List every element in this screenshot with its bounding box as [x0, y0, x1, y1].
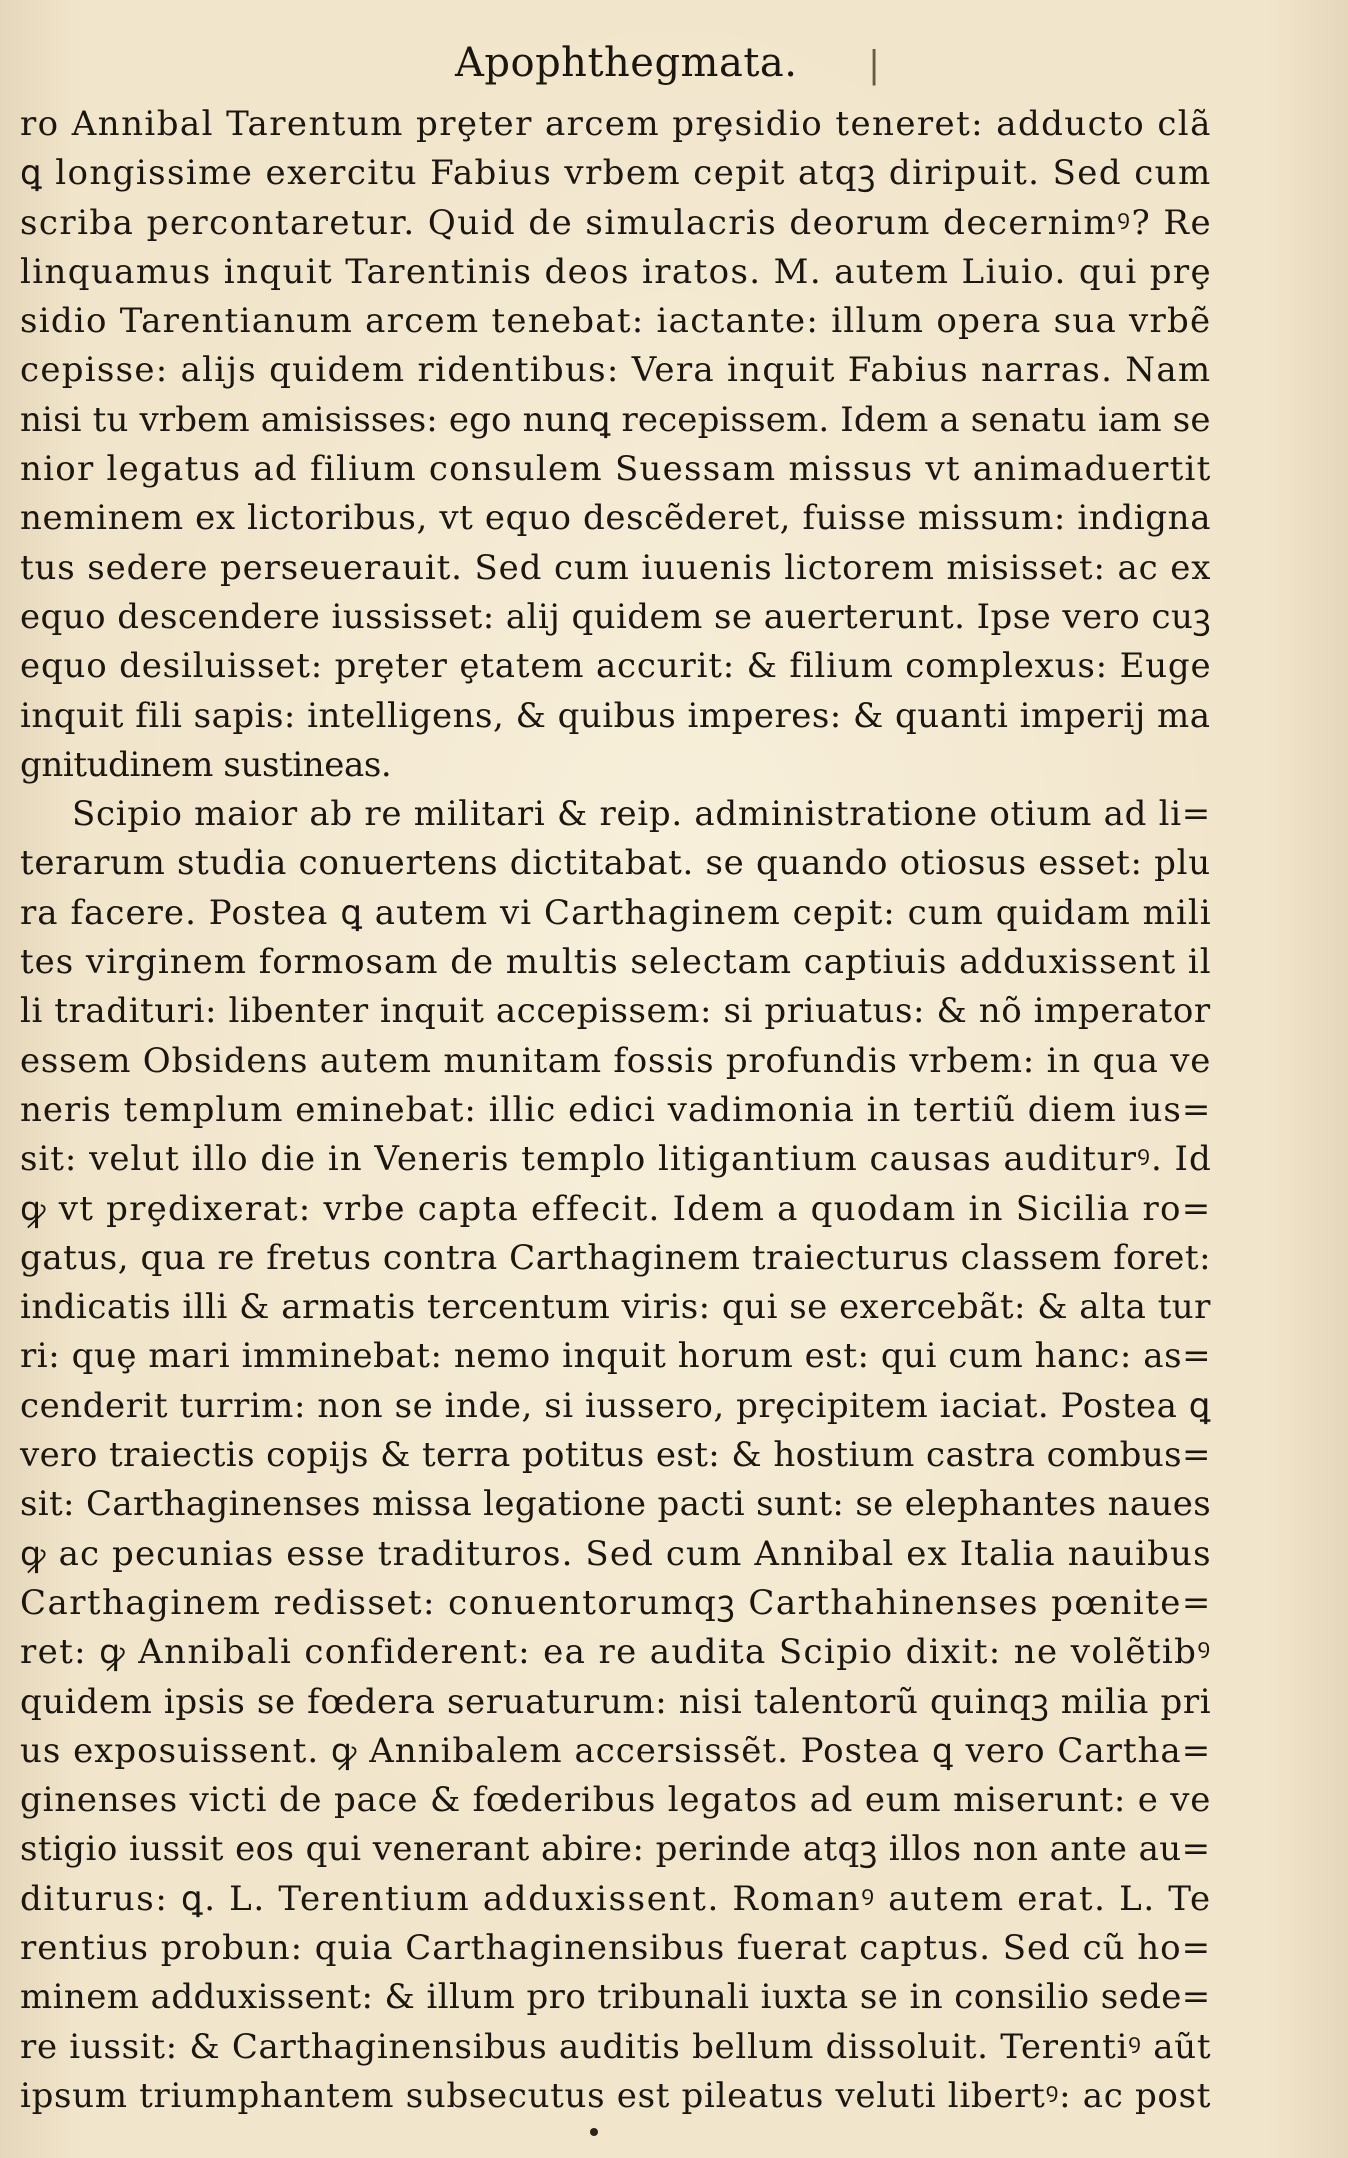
text-line: ꝙ ac pecunias esse tradituros. Sed cum Annibal ex Italia nauibus [20, 1533, 1212, 1574]
text-line: equo desiluisset: prȩter ȩtatem accurit: & filium complexus: Euge [20, 646, 1212, 687]
text-line: nior legatus ad filium consulem Suessam missus vt animaduertit [20, 449, 1212, 490]
text-line: tus sedere perseuerauit. Sed cum iuuenis lictorem misisset: ac ex [20, 547, 1212, 588]
text-line: cepisse: alijs quidem ridentibus: Vera inquit Fabius narras. Nam [20, 350, 1212, 391]
running-header: Apophthegmata. [455, 40, 798, 86]
header-mark: | [868, 45, 881, 86]
text-line: sit: velut illo die in Veneris templo litigantium causas auditurꝰ. Id [20, 1139, 1212, 1180]
text-line: gatus, qua re fretus contra Carthaginem traiecturus classem foret: [20, 1237, 1212, 1278]
text-line: ginenses victi de pace & fœderibus legatos ad eum miserunt: e ve [20, 1780, 1212, 1821]
text-line: scriba percontaretur. Quid de simulacris deorum decernimꝰ? Re [20, 202, 1213, 243]
text-line: li tradituri: libenter inquit accepissem: si priuatus: & nõ imperator [20, 991, 1211, 1032]
text-line: inquit fili sapis: intelligens, & quibus imperes: & quanti imperij ma [20, 695, 1211, 736]
text-line: Carthaginem redisset: conuentorumqꝫ Carthahinenses pœnite= [20, 1582, 1212, 1623]
text-line: tes virginem formosam de multis selectam captiuis adduxissent il [20, 942, 1212, 983]
text-line: essem Obsidens autem munitam fossis profundis vrbem: in qua ve [20, 1040, 1212, 1081]
text-line: diturus: ꝗ. L. Terentium adduxissent. Romanꝰ autem erat. L. Te [20, 1878, 1212, 1919]
text-line: ro Annibal Tarentum prȩter arcem prȩsidio teneret: adducto clã [20, 104, 1212, 144]
text-line: gnitudinem sustineas. [20, 744, 392, 785]
text-line: ꝗ longissime exercitu Fabius vrbem cepit atqꝫ diripuit. Sed cum [20, 153, 1212, 194]
text-line: ri: quȩ mari imminebat: nemo inquit horum est: qui cum hanc: as= [20, 1336, 1212, 1377]
text-line: us exposuissent. ꝙ Annibalem accersissẽt. Postea ꝗ vero Cartha= [20, 1730, 1212, 1771]
text-line: ipsum triumphantem subsecutus est pileatus veluti libertꝰ: ac post [20, 2075, 1212, 2116]
text-line: stigio iussit eos qui venerant abire: perinde atqꝫ illos non ante au= [20, 1829, 1211, 1870]
text-line: re iussit: & Carthaginensibus auditis bellum dissoluit. Terentiꝰ aũt [20, 2026, 1212, 2067]
text-line: sidio Tarentianum arcem tenebat: iactante: illum opera sua vrbẽ [20, 301, 1212, 342]
text-line: ret: ꝙ Annibali confiderent: ea re audita Scipio dixit: ne volẽtibꝰ [20, 1632, 1212, 1673]
footer-ornament-dot [590, 2128, 598, 2136]
text-line: nisi tu vrbem amisisses: ego nunꝗ recepissem. Idem a senatu iam se [20, 399, 1211, 440]
text-line: ra facere. Postea ꝗ autem vi Carthaginem cepit: cum quidam mili [20, 892, 1212, 933]
text-line: neminem ex lictoribus, vt equo descẽderet, fuisse missum: indigna [20, 498, 1212, 539]
text-line: vero traiectis copijs & terra potitus est: & hostium castra combus= [20, 1435, 1211, 1476]
text-line: indicatis illi & armatis tercentum viris: qui se exercebãt: & alta tur [20, 1287, 1211, 1328]
text-line: linquamus inquit Tarentinis deos iratos. M. autem Liuio. qui prȩ [20, 251, 1213, 292]
text-line: Scipio maior ab re militari & reip. administratione otium ad li= [72, 794, 1211, 835]
text-line: terarum studia conuertens dictitabat. se quando otiosus esset: plu [20, 843, 1211, 884]
text-line: minem adduxissent: & illum pro tribunali iuxta se in consilio sede= [20, 1977, 1211, 2018]
text-line: quidem ipsis se fœdera seruaturum: nisi talentorũ quinqꝫ milia pri [20, 1681, 1212, 1722]
text-line: cenderit turrim: non se inde, si iussero, prȩcipitem iaciat. Postea ꝗ [20, 1385, 1211, 1426]
text-line: neris templum eminebat: illic edici vadimonia in tertiũ diem ius= [20, 1089, 1212, 1130]
text-line: equo descendere iussisset: alij quidem se auerterunt. Ipse vero cuꝫ [20, 596, 1212, 637]
body-text [20, 100, 1220, 2121]
text-line: sit: Carthaginenses missa legatione pacti sunt: se elephantes naues [20, 1484, 1211, 1525]
text-line: ꝙ vt prȩdixerat: vrbe capta effecit. Idem a quodam in Sicilia ro= [20, 1188, 1212, 1229]
text-line: rentius probun: quia Carthaginensibus fuerat captus. Sed cũ ho= [20, 1927, 1212, 1968]
